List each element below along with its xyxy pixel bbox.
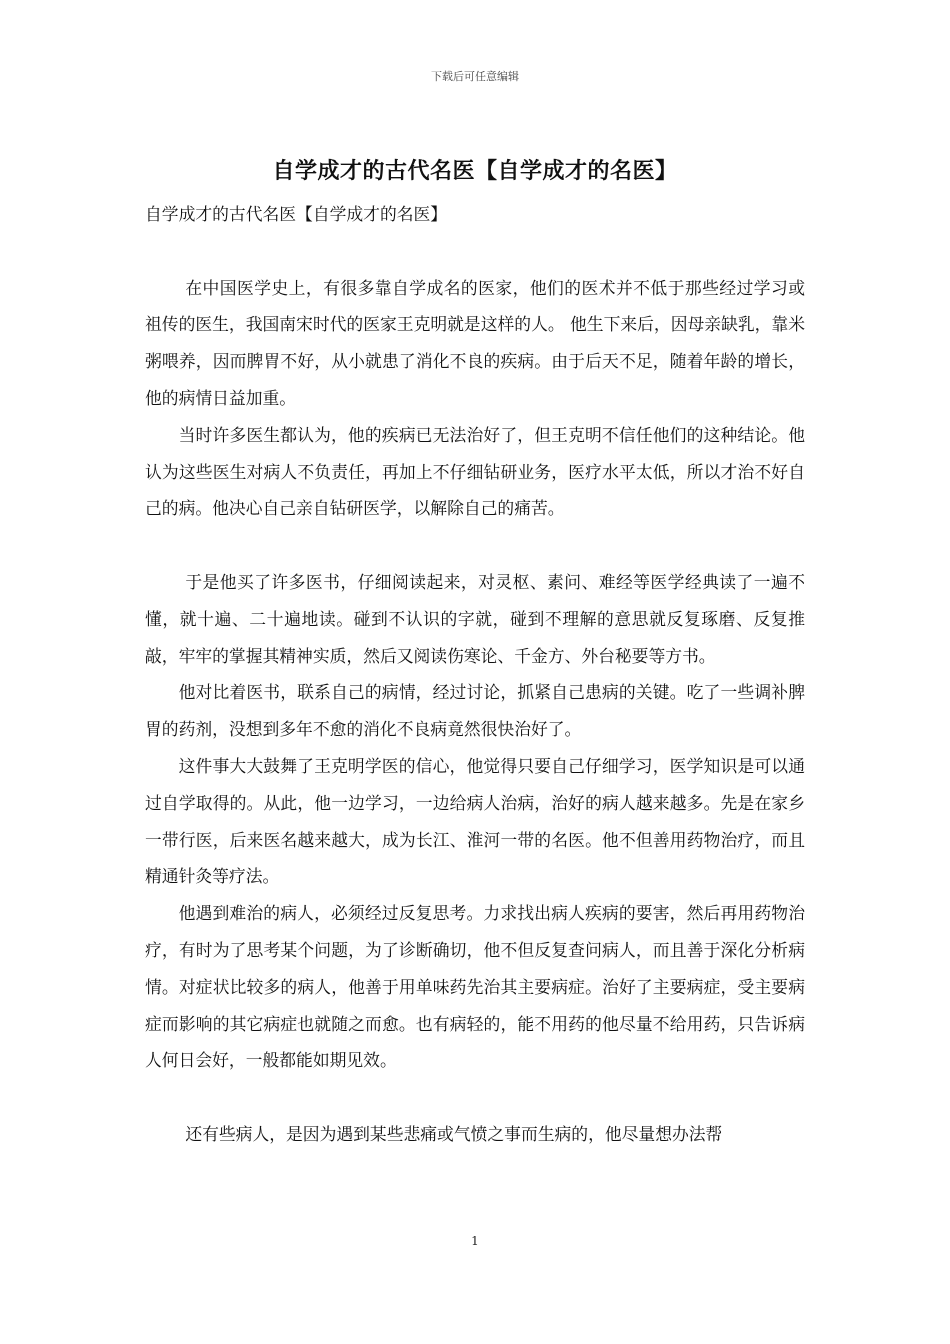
header-note: 下载后可任意编辑 — [431, 70, 519, 83]
blank-line — [145, 233, 805, 270]
paragraph: 当时许多医生都认为，他的疾病已无法治好了，但王克明不信任他们的这种结论。他认为这些医生对病人不负责任，再加上不仔细钻研业务，医疗水平太低，所以才治不好自己的病。他决心自己亲自钻研医学，以解除自己的痛苦。 — [145, 424, 805, 519]
paragraph: 他遇到难治的病人，必须经过反复思考。力求找出病人疾病的要害，然后再用药物治疗，有时为了思考某个问题，为了诊断确切，他不但反复查问病人，而且善于深化分析病情。对症状比较多的病人，他善于用单味药先治其主要病症。治好了主要病症，受主要病症而影响的其它病症也就随之而愈。也有病轻的，能不用药的他尽量不给用药，只告诉病人何日会好，一般都能如期见效。 — [145, 903, 805, 1071]
paragraph: 他对比着医书，联系自己的病情，经过讨论，抓紧自己患病的关键。吃了一些调补脾胃的药剂，没想到多年不愈的消化不良病竟然很快治好了。 — [145, 682, 805, 740]
paragraph: 在中国医学史上，有很多靠自学成名的医家，他们的医术并不低于那些经过学习或祖传的医生，我国南宋时代的医家王克明就是这样的人。 他生下来后，因母亲缺乳，靠米粥喂养，因而脾胃不好，从小就患了消化不良的疾病。由于后天不足，随着年龄的增长，他的病情日益加重。 — [145, 277, 805, 408]
document-body — [145, 196, 805, 1153]
blank-line — [145, 527, 805, 564]
paragraph: 于是他买了许多医书，仔细阅读起来，对灵枢、素问、难经等医学经典读了一遍不懂，就十遍、二十遍地读。碰到不认识的字就，碰到不理解的意思就反复琢磨、反复推敲，牢牢的掌握其精神实质，然后又阅读伤寒论、千金方、外台秘要等方书。 — [145, 571, 805, 666]
document-subtitle: 自学成才的古代名医【自学成才的名医】 — [145, 204, 448, 224]
page-number: 1 — [471, 1234, 479, 1248]
paragraph: 这件事大大鼓舞了王克明学医的信心，他觉得只要自己仔细学习，医学知识是可以通过自学取得的。从此，他一边学习，一边给病人治病，治好的病人越来越多。先是在家乡一带行医，后来医名越来越大，成为长江、淮河一带的名医。他不但善用药物治疗，而且精通针灸等疗法。 — [145, 755, 805, 887]
document-title: 自学成才的古代名医【自学成才的名医】 — [272, 159, 678, 184]
paragraph: 还有些病人，是因为遇到某些悲痛或气愤之事而生病的，他尽量想办法帮 — [185, 1123, 723, 1144]
blank-line — [145, 1079, 805, 1116]
